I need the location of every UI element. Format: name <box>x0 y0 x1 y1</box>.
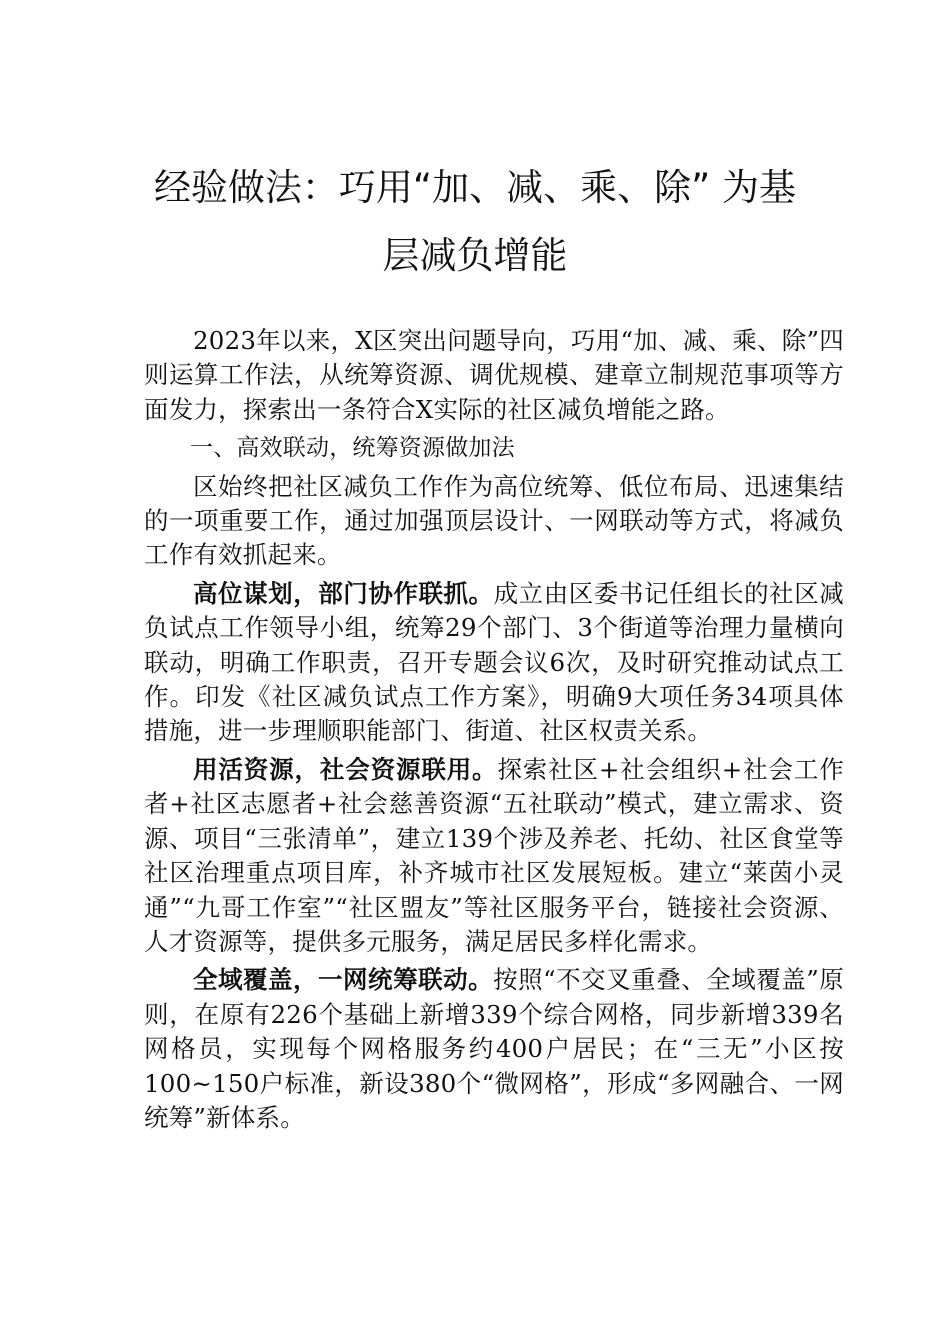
paragraph-resources <box>144 753 844 959</box>
section-intro-paragraph: 区始终把社区减负工作作为高位统筹、低位布局、迅速集结的一项重要工作，通过加强顶层设计、一网联动等方式，将减负工作有效抓起来。 <box>144 471 844 570</box>
paragraph-text: 成立由区委书记任组长的社区减负试点工作领导小组，统筹29个部门、3个街道等治理力量横向联动，明确工作职责，召开专题会议6次，及时研究推动试点工作。印发《社区减负试点工作方案》，明确9大项任务34项具体措施，进一步理顺职能部门、街道、社区权责关系。 <box>144 578 844 746</box>
paragraph-text: 按照“不交叉重叠、全域覆盖”原则，在原有226个基础上新增339个综合网格，同步新增339名网格员，实现每个网格服务约400户居民；在“三无”小区按100~150户标准，新设380个“微网格”，形成“多网融合、一网统筹”新体系。 <box>144 965 844 1132</box>
paragraph-lead: 高位谋划，部门协作联抓。 <box>193 578 494 608</box>
document-title-line-2: 层减负增能 <box>382 234 568 277</box>
paragraph-lead: 用活资源，社会资源联用。 <box>193 754 498 784</box>
intro-paragraph: 2023年以来，X区突出问题导向，巧用“加、减、乘、除”四则运算工作法，从统筹资源、调优规模、建章立制规范事项等方面发力，探索出一条符合X实际的社区减负增能之路。 <box>144 326 844 424</box>
paragraph-text: 探索社区+社会组织+社会工作者+社区志愿者+社会慈善资源“五社联动”模式，建立需求、资源、项目“三张清单”，建立139个涉及养老、托幼、社区食堂等社区治理重点项目库，补齐城市社区发展短板。建立“莱茵小灵通”“九哥工作室”“社区盟友”等社区服务平台，链接社会资源、人才资源等，提供多元服务，满足居民多样化需求。 <box>144 754 844 956</box>
document-body <box>144 324 844 1135</box>
section-heading: 一、高效联动，统筹资源做加法 <box>190 435 515 462</box>
paragraph-lead: 全域覆盖，一网统筹联动。 <box>193 965 494 995</box>
paragraph-high-level-planning <box>144 577 844 749</box>
document-title-line-1: 经验做法：巧用“加、减、乘、除” 为基 <box>153 166 797 209</box>
paragraph-grid-coverage <box>144 963 844 1135</box>
